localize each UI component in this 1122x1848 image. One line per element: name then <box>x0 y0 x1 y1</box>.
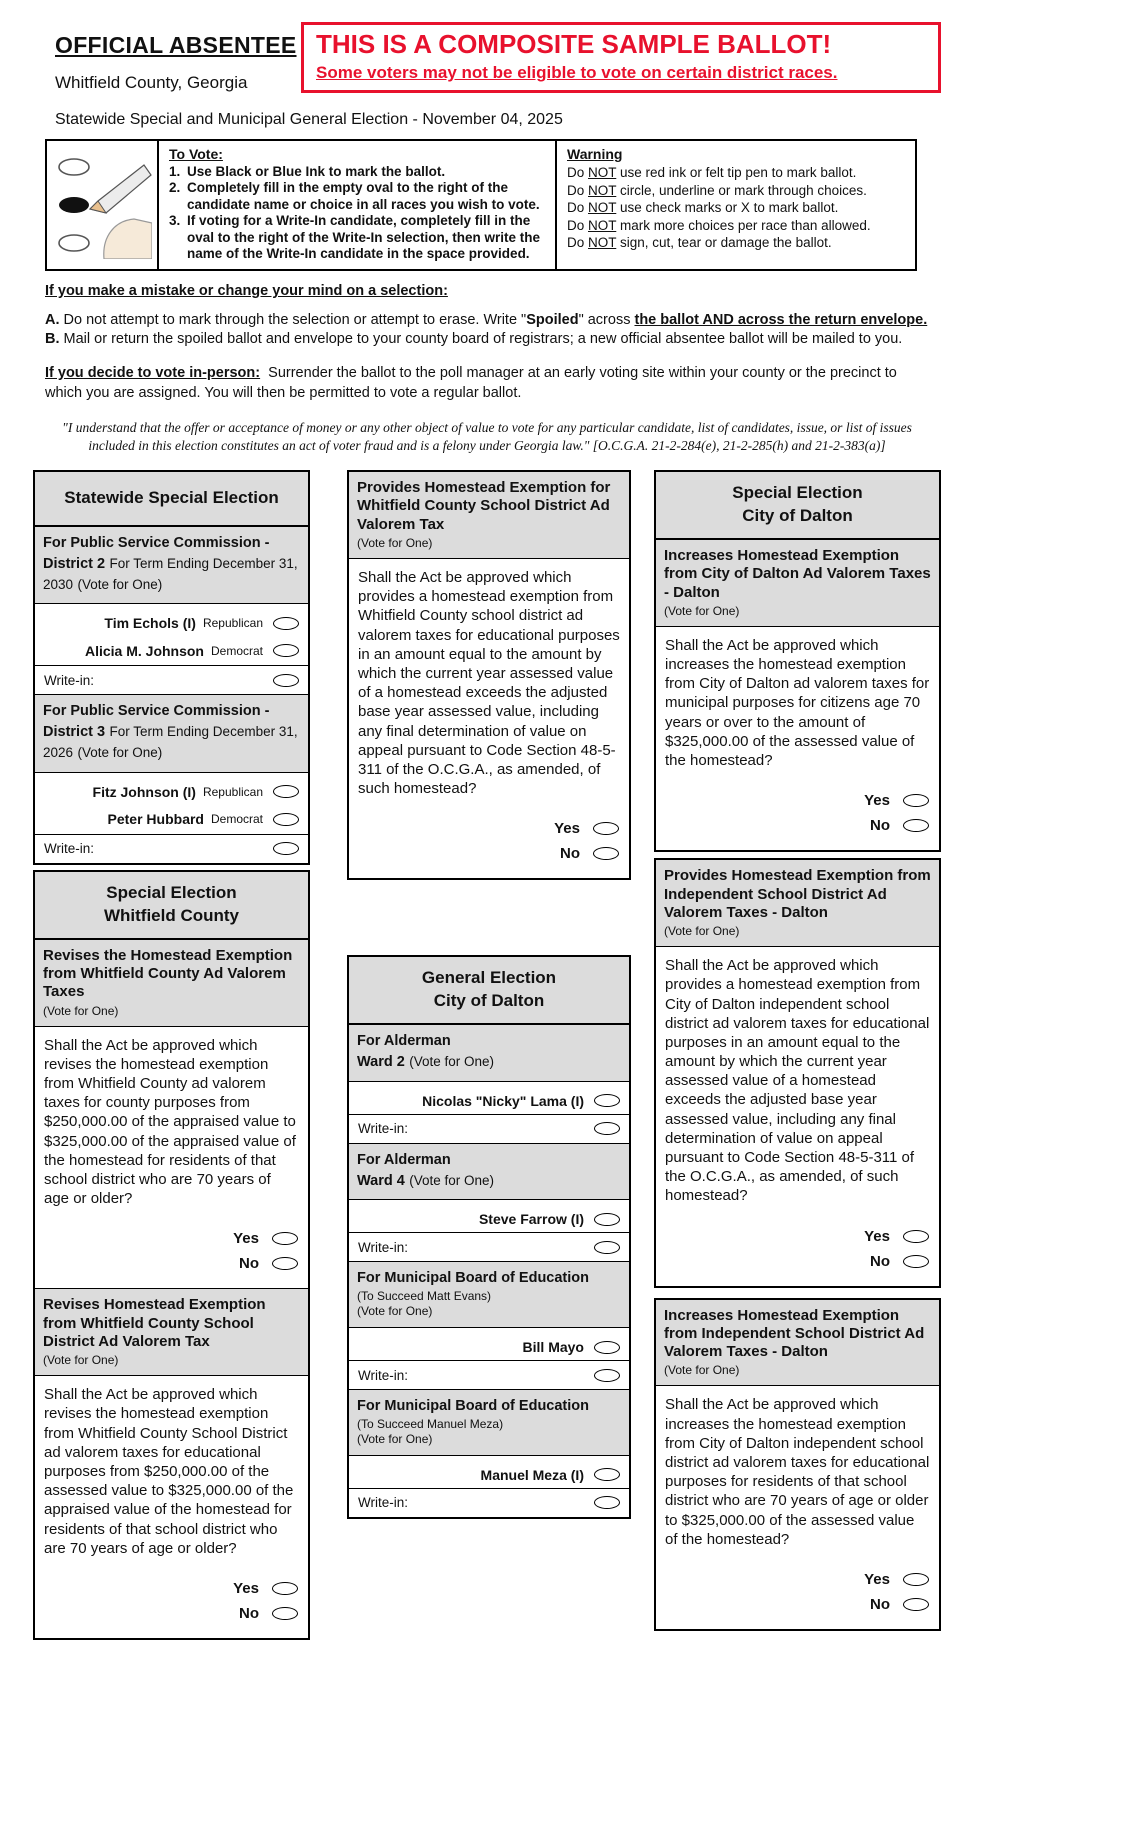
office-title: For Municipal Board of Education <box>357 1398 589 1415</box>
section-title-line: City of Dalton <box>433 991 545 1011</box>
no-row <box>349 841 619 866</box>
yes-label: Yes <box>233 1579 259 1597</box>
no-row <box>656 1249 929 1274</box>
voting-instructions-box <box>45 139 917 271</box>
candidate-row <box>349 1328 629 1360</box>
write-in-row <box>35 665 308 694</box>
candidate-name: Steve Farrow (I) <box>478 1211 584 1228</box>
warning-heading: Warning <box>567 146 623 162</box>
candidate-party: Democrat <box>210 812 263 827</box>
candidate-name: Fitz Johnson (I) <box>92 783 196 800</box>
write-in-label: Write-in: <box>44 841 95 857</box>
no-row <box>656 1592 929 1617</box>
office-subtitle: Ward 2 <box>357 1053 405 1070</box>
notice-headline: THIS IS A COMPOSITE SAMPLE BALLOT! <box>316 29 832 59</box>
hand-marking-ballot-illustration <box>52 151 152 259</box>
yes-no-block <box>349 810 629 878</box>
measure-provides-independent-exemption <box>656 860 939 1285</box>
vote-oval[interactable] <box>594 1468 620 1481</box>
vote-oval-no[interactable] <box>272 1257 298 1270</box>
to-vote-item <box>169 180 545 213</box>
race-board-of-education-meza <box>349 1389 629 1517</box>
to-vote-item <box>169 164 545 180</box>
vote-oval-yes[interactable] <box>903 794 929 807</box>
notice-subtext: Some voters may not be eligible to vote on certain district races. <box>316 62 838 82</box>
ballot-header <box>33 22 941 93</box>
measure-title: Increases Homestead Exemption from Independent School District Ad Valorem Taxes - Dalton <box>664 1306 925 1361</box>
office-title: For Alderman <box>357 1033 451 1050</box>
vote-for-instruction: (Vote for One) <box>43 1353 119 1368</box>
section-title-statewide: Statewide Special Election <box>35 472 308 527</box>
term-text: For Term Ending December 31, 2030 <box>43 555 298 592</box>
race-psc-district-3 <box>35 694 308 862</box>
vote-for-instruction: (Vote for One) <box>664 924 740 939</box>
race-alderman-ward-4 <box>349 1143 629 1262</box>
vote-oval-yes[interactable] <box>903 1230 929 1243</box>
yes-no-block <box>656 782 939 850</box>
yes-row <box>656 1567 929 1592</box>
vote-oval[interactable] <box>273 644 299 657</box>
vote-oval-yes[interactable] <box>272 1232 298 1245</box>
yes-row <box>35 1576 298 1601</box>
vote-oval[interactable] <box>273 617 299 630</box>
measure-header <box>656 1300 939 1387</box>
candidate-row <box>349 1456 629 1488</box>
candidate-party: Republican <box>202 616 263 631</box>
succeed-text: (To Succeed Manuel Meza) <box>357 1416 504 1431</box>
election-title: Statewide Special and Municipal General Election - November 04, 2025 <box>55 111 563 128</box>
vote-oval-no[interactable] <box>272 1607 298 1620</box>
to-vote-section <box>159 141 557 269</box>
vote-oval[interactable] <box>273 813 299 826</box>
vote-oval-no[interactable] <box>903 1255 929 1268</box>
vote-for-instruction: (Vote for One) <box>409 1172 495 1188</box>
write-in-row <box>35 834 308 863</box>
office-title: For Public Service Commission - District 3 <box>43 703 270 741</box>
measure-header <box>349 472 629 559</box>
candidate-name: Tim Echols (I) <box>104 615 196 632</box>
vote-oval-yes[interactable] <box>903 1573 929 1586</box>
write-in-row <box>349 1114 629 1143</box>
measure-revises-county-exemption <box>35 940 308 1289</box>
warning-item: Do NOT sign, cut, tear or damage the ballot. <box>567 235 832 251</box>
candidate-name: Peter Hubbard <box>107 811 204 828</box>
special-election-whitfield-section <box>33 870 310 1640</box>
candidate-row <box>35 636 308 665</box>
no-label: No <box>870 1595 890 1613</box>
race-board-of-education-evans <box>349 1261 629 1389</box>
section-title-special-dalton <box>656 472 939 540</box>
measure-title: Increases Homestead Exemption from City of Dalton Ad Valorem Taxes - Dalton <box>664 547 931 601</box>
to-vote-item <box>169 213 545 262</box>
measure-title: Revises the Homestead Exemption from Whitfield County Ad Valorem Taxes <box>43 946 293 1001</box>
measure-header <box>35 940 308 1027</box>
vote-oval-yes[interactable] <box>272 1582 298 1595</box>
mistake-heading: If you make a mistake or change your mind on a selection: <box>45 282 448 299</box>
section-title-line: City of Dalton <box>742 506 853 526</box>
vote-oval-yes[interactable] <box>593 822 619 835</box>
candidate-row <box>349 1082 629 1114</box>
vote-for-instruction: (Vote for One) <box>409 1053 495 1069</box>
vote-oval[interactable] <box>594 1213 620 1226</box>
measure-increases-dalton-exemption <box>656 540 939 850</box>
vote-oval[interactable] <box>594 1094 620 1107</box>
write-in-row <box>349 1232 629 1261</box>
yes-no-block <box>656 1218 939 1286</box>
vote-oval-no[interactable] <box>593 847 619 860</box>
item-number: 1. <box>169 164 181 179</box>
column-left <box>33 470 310 1640</box>
candidate-row <box>349 1200 629 1232</box>
county-name: Whitfield County, Georgia <box>55 73 248 92</box>
warning-item: Do NOT circle, underline or mark through choices. <box>567 182 867 198</box>
write-in-label: Write-in: <box>358 1239 409 1255</box>
vote-for-instruction: (Vote for One) <box>357 536 433 551</box>
vote-oval[interactable] <box>594 1341 620 1354</box>
vote-oval[interactable] <box>273 842 299 855</box>
no-label: No <box>870 817 890 835</box>
vote-for-instruction: (Vote for One) <box>77 576 163 592</box>
candidate-row <box>35 604 308 636</box>
measure-question-text: Shall the Act be approved which revises the homestead exemption from Whitfield County School District ad valorem taxes for educational purposes from $250,000.00 of the assessed value to $325,000.00 of the appraised value of the homestead for residents of that school district who are 70 years of age or older? <box>44 1386 294 1557</box>
yes-no-block <box>35 1570 308 1638</box>
warning-item: Do NOT use red ink or felt tip pen to mark ballot. <box>567 165 857 180</box>
write-in-row <box>349 1360 629 1389</box>
race-header <box>349 1389 629 1456</box>
yes-no-block <box>35 1220 308 1288</box>
vote-for-instruction: (Vote for One) <box>357 1431 433 1446</box>
vote-oval[interactable] <box>594 1369 620 1382</box>
section-title-line: Whitfield County <box>103 905 240 925</box>
measure-provides-school-exemption <box>349 472 629 878</box>
column-right <box>654 470 941 1631</box>
office-title: For Alderman <box>357 1151 451 1168</box>
yes-row <box>656 1224 929 1249</box>
no-row <box>656 813 929 838</box>
write-in-label: Write-in: <box>358 1121 409 1137</box>
measure-question-text: Shall the Act be approved which increases the homestead exemption from City of Dalton independent school district ad valorem taxes for educational purposes for residents of that school district who are 70 years of age or older to $325,000.00 of the assessed value of the homestead? <box>665 1396 930 1548</box>
voter-fraud-oath: "I understand that the offer or acceptance of money or any other object of value to vote for any particular candidate, list of candidates, issue, or list of issues included in this election constitutes an act of voter fraud and is a felony under Georgia law." [O.C.G.A. 21-2-284(e), 21-2-285(h) and 21-2-383(a)] <box>62 420 912 453</box>
yes-label: Yes <box>554 820 580 838</box>
warning-section <box>557 141 915 269</box>
section-title-line: Special Election <box>732 483 863 503</box>
measure-revises-school-exemption <box>35 1288 308 1638</box>
measure-question-text: Shall the Act be approved which provides a homestead exemption from Whitfield County school district ad valorem taxes for educational purposes in an amount equal to the amount by which the current year assessed value of a homestead exceeds the adjusted base year assessed value, including any final determination of value on appeal pursuant to Code Section 48-5-311 of the O.C.G.A., as amended, of such homestead? <box>358 569 620 798</box>
yes-row <box>656 788 929 813</box>
measure-question-text: Shall the Act be approved which provides a homestead exemption from City of Dalton independent school district ad valorem taxes for educational purposes in an amount equal to the amount by which the current year assessed value of a homestead exceeds the adjusted base year assessed value, including any final determination of value on appeal pursuant to Code Section 48-5-311 of the O.C.G.A., as amended, of such homestead? <box>665 957 930 1205</box>
write-in-row <box>349 1488 629 1517</box>
vote-for-instruction: (Vote for One) <box>664 1363 740 1378</box>
race-alderman-ward-2 <box>349 1025 629 1143</box>
succeed-text: (To Succeed Matt Evans) <box>357 1289 492 1304</box>
vote-oval[interactable] <box>273 785 299 798</box>
yes-no-block <box>656 1561 939 1629</box>
illustration-panel <box>47 141 159 269</box>
general-election-dalton-section <box>347 955 631 1519</box>
term-text: For Term Ending December 31, 2026 <box>43 724 298 761</box>
measure-question-text: Shall the Act be approved which increases the homestead exemption from City of Dalton ad valorem taxes for municipal purposes for citizens age 70 years or over to the amount of $325,000.00 of the assessed value of the homestead? <box>665 636 930 770</box>
write-in-label: Write-in: <box>358 1367 409 1383</box>
race-psc-district-2 <box>35 527 308 694</box>
mistake-item-a: A. Do not attempt to mark through the selection or attempt to erase. Write "Spoiled" across the ballot AND across the return envelope. <box>45 311 928 328</box>
race-header <box>349 1261 629 1328</box>
vote-oval-no[interactable] <box>903 819 929 832</box>
race-header <box>349 1025 629 1082</box>
ballot-type-title: OFFICIAL ABSENTEE <box>55 32 297 58</box>
sample-ballot-notice <box>301 22 941 93</box>
title-block <box>33 22 301 93</box>
candidate-row <box>35 805 308 834</box>
vote-oval[interactable] <box>273 674 299 687</box>
no-label: No <box>870 1252 890 1270</box>
measure-increases-independent-exemption-section <box>654 1298 941 1631</box>
mistake-instructions <box>45 283 929 350</box>
measure-provides-school-exemption-section <box>347 470 631 880</box>
vote-oval[interactable] <box>594 1122 620 1135</box>
race-header <box>35 527 308 604</box>
vote-for-instruction: (Vote for One) <box>77 745 163 761</box>
candidate-name: Alicia M. Johnson <box>84 642 204 659</box>
item-number: 2. <box>169 180 181 196</box>
item-number: 3. <box>169 213 181 229</box>
candidate-name: Nicolas "Nicky" Lama (I) <box>422 1092 584 1109</box>
yes-label: Yes <box>233 1230 259 1248</box>
vote-for-instruction: (Vote for One) <box>43 1003 119 1018</box>
race-header <box>35 694 308 772</box>
measure-question-text: Shall the Act be approved which revises the homestead exemption from Whitfield County ad valorem taxes for county purposes from $250,000.00 of the appraised value to $325,000.00 of the appraised value of the homestead for residents of that school district who are 70 years of age or older? <box>44 1036 296 1208</box>
to-vote-heading: To Vote: <box>169 146 223 162</box>
special-election-dalton-section <box>654 470 941 852</box>
ballot-columns <box>33 470 941 1640</box>
warning-item: Do NOT mark more choices per race than allowed. <box>567 217 871 233</box>
vote-oval[interactable] <box>594 1241 620 1254</box>
measure-title: Revises Homestead Exemption from Whitfield County School District Ad Valorem Tax <box>43 1296 266 1350</box>
in-person-instructions: If you decide to vote in-person: Surrender the ballot to the poll manager at an early voting site within your county or the precinct to which you are assigned. You will then be permitted to vote a regular ballot. <box>45 364 897 401</box>
measure-title: Provides Homestead Exemption from Independent School District Ad Valorem Taxes - Dalton <box>664 867 931 921</box>
statewide-special-election-section <box>33 470 310 865</box>
candidate-party: Republican <box>202 784 263 799</box>
no-label: No <box>560 845 580 863</box>
office-subtitle: Ward 4 <box>357 1172 405 1189</box>
mistake-item-b: B. Mail or return the spoiled ballot and envelope to your county board of registrars; a new official absentee ballot will be mailed to you. <box>45 331 903 348</box>
vote-oval[interactable] <box>594 1496 620 1509</box>
yes-label: Yes <box>864 1570 890 1588</box>
office-title: For Public Service Commission - District 2 <box>43 535 270 572</box>
candidate-party: Democrat <box>210 643 263 658</box>
measure-provides-independent-exemption-section <box>654 858 941 1287</box>
yes-label: Yes <box>864 792 890 810</box>
no-label: No <box>239 1604 259 1622</box>
yes-row <box>349 816 619 841</box>
warning-item: Do NOT use check marks or X to mark ballot. <box>567 200 839 216</box>
no-row <box>35 1601 298 1626</box>
candidate-name: Bill Mayo <box>522 1339 584 1356</box>
item-text: Completely fill in the empty oval to the right of the candidate name or choice in all races you wish to vote. <box>187 180 540 212</box>
section-title-general-dalton <box>349 957 629 1025</box>
vote-for-instruction: (Vote for One) <box>664 603 740 618</box>
measure-header <box>35 1288 308 1376</box>
office-title: For Municipal Board of Education <box>357 1270 589 1287</box>
yes-row <box>35 1226 298 1251</box>
vote-oval-no[interactable] <box>903 1598 929 1611</box>
no-label: No <box>239 1255 259 1273</box>
measure-title: Provides Homestead Exemption for Whitfield County School District Ad Valorem Tax <box>357 479 611 533</box>
yes-label: Yes <box>864 1227 890 1245</box>
item-text: Use Black or Blue Ink to mark the ballot. <box>187 164 446 179</box>
candidate-name: Manuel Meza (I) <box>480 1466 584 1483</box>
column-middle <box>347 470 631 1519</box>
candidate-row <box>35 773 308 805</box>
measure-header <box>656 540 939 627</box>
item-text: If voting for a Write-In candidate, completely fill in the oval to the right of the Write-In selection, then write the name of the Write-In candidate in the space provided. <box>187 213 541 262</box>
section-title-line: Special Election <box>106 882 237 902</box>
vote-for-instruction: (Vote for One) <box>357 1304 433 1319</box>
no-row <box>35 1251 298 1276</box>
measure-increases-independent-exemption <box>656 1300 939 1629</box>
section-title-line: General Election <box>421 968 557 988</box>
write-in-label: Write-in: <box>44 672 95 688</box>
page-content <box>33 22 941 1640</box>
race-header <box>349 1143 629 1201</box>
section-title-whitfield <box>35 872 308 940</box>
write-in-label: Write-in: <box>358 1495 409 1511</box>
measure-header <box>656 860 939 947</box>
